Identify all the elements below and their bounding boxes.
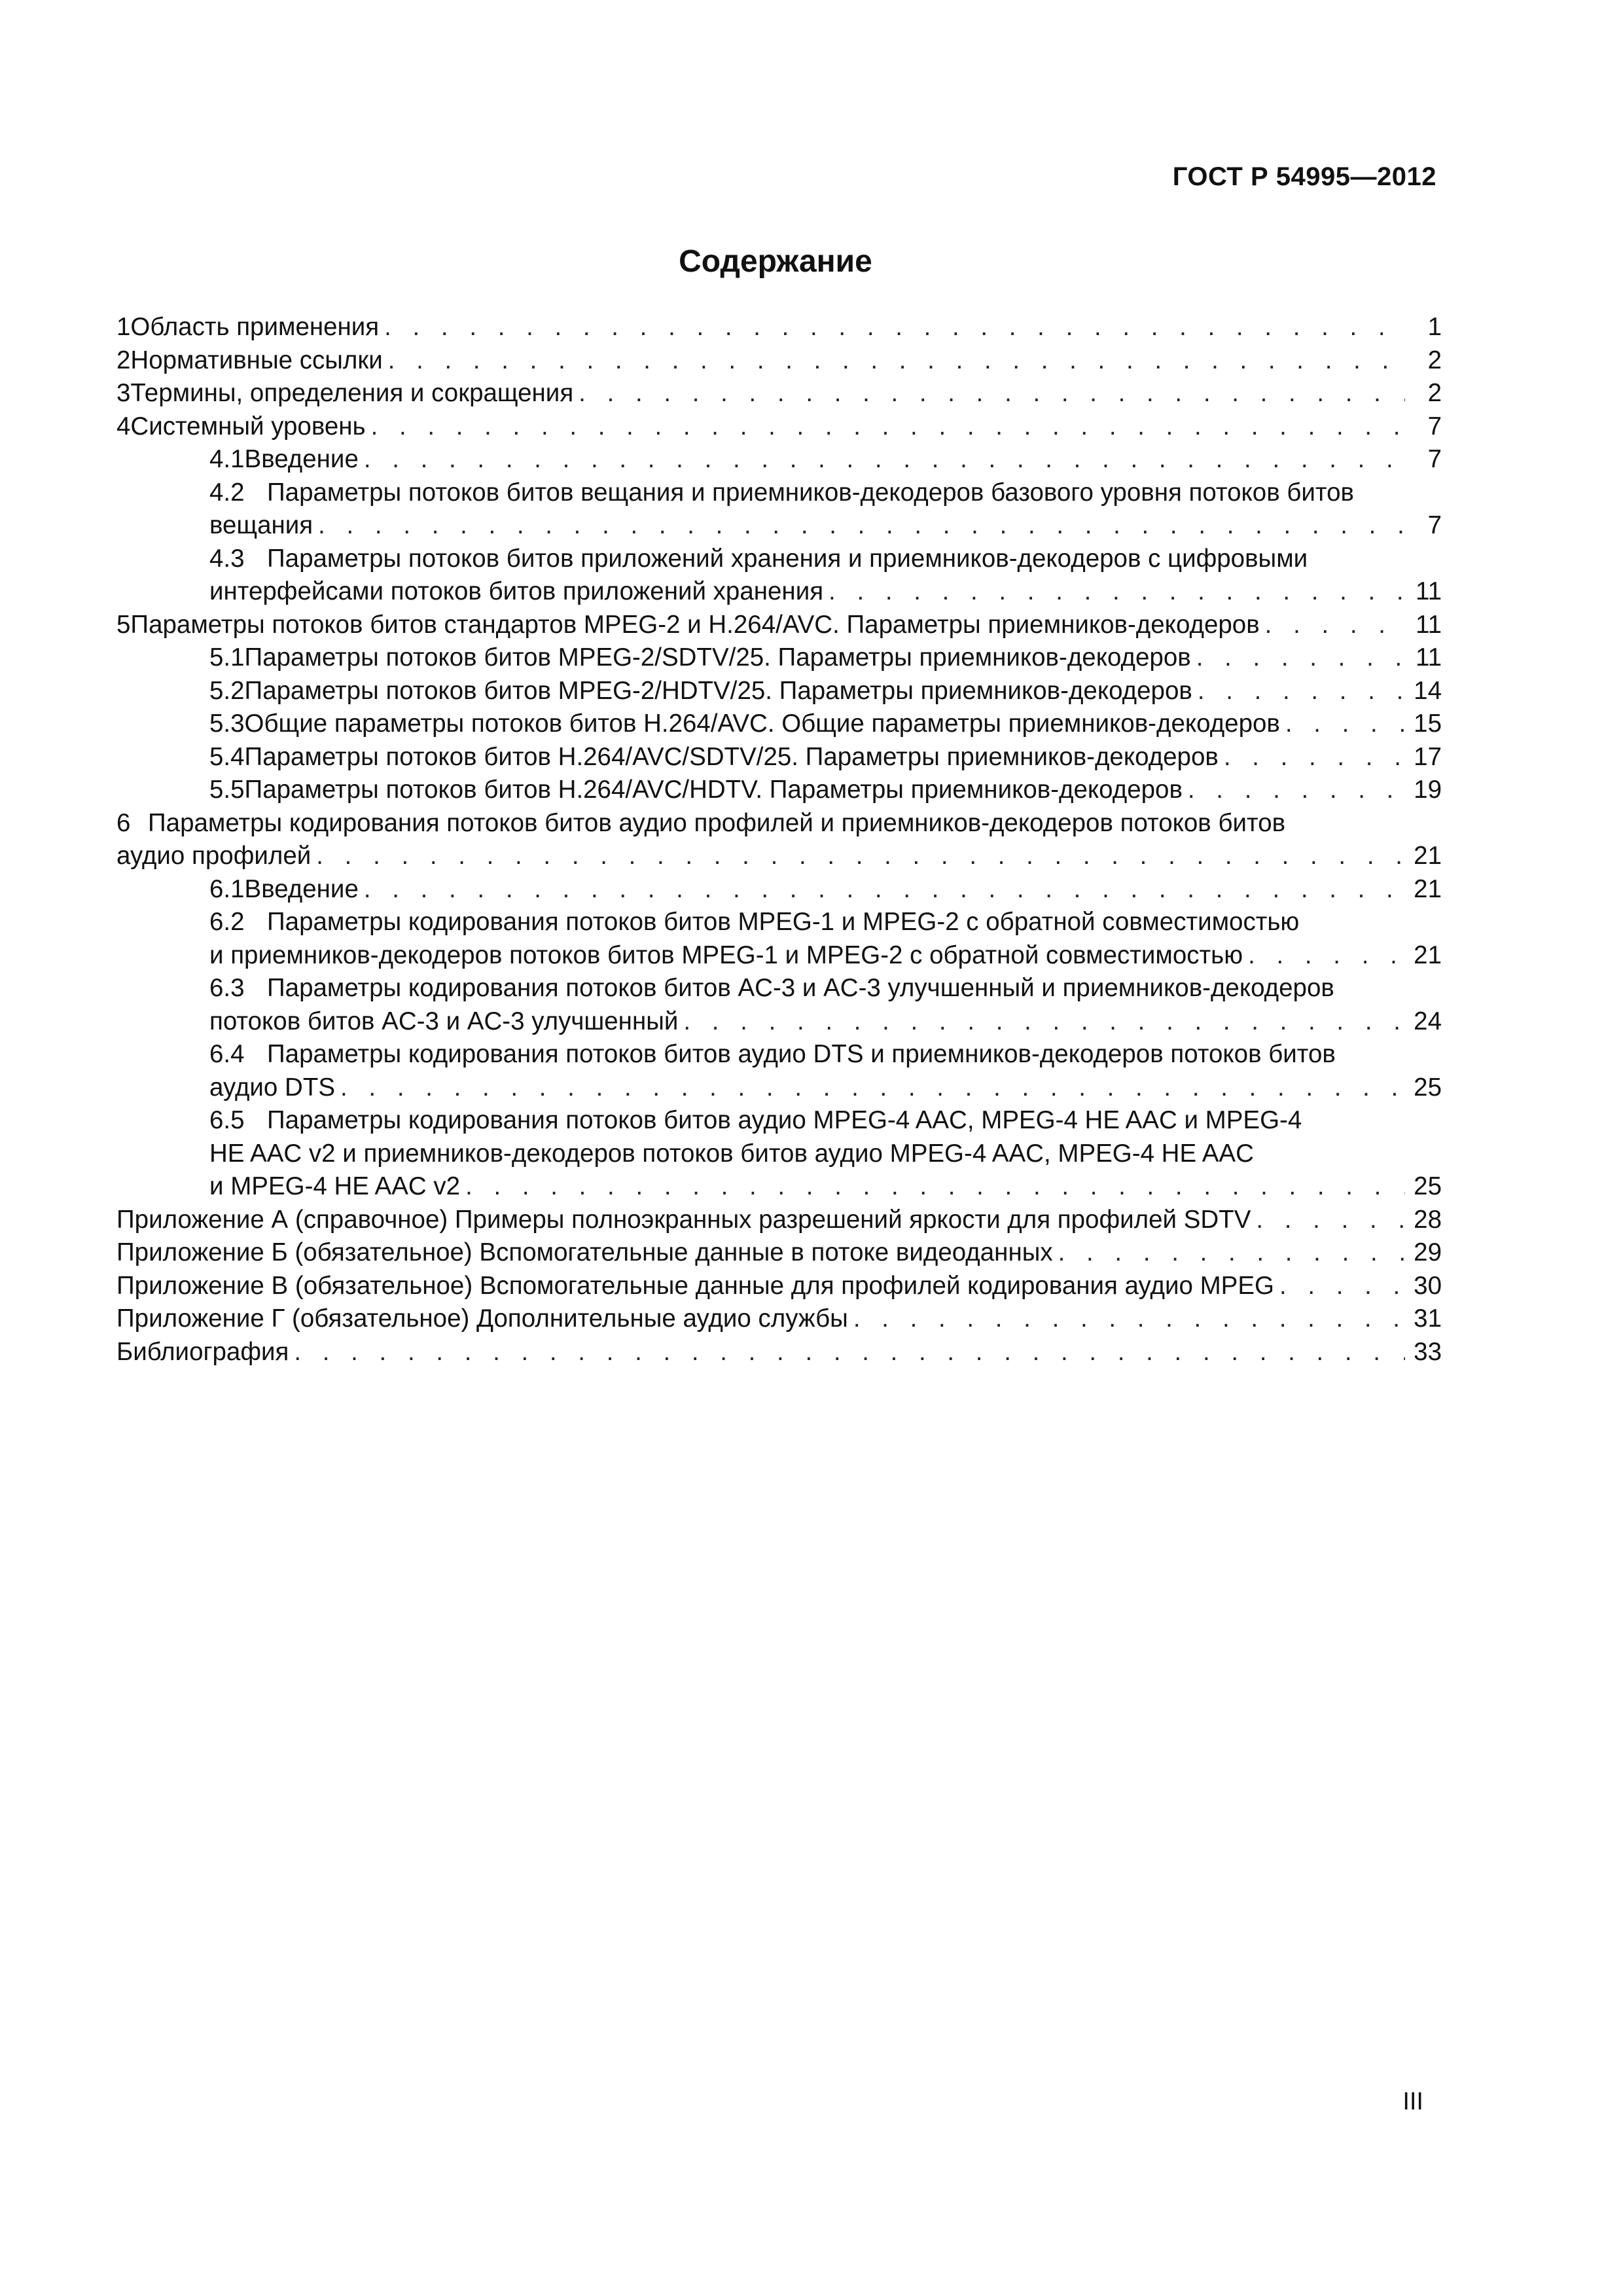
- toc-entry[interactable]: [116, 476, 1442, 543]
- toc-entry-line: [116, 311, 1442, 344]
- toc-entry-line: [116, 344, 1442, 378]
- toc-entry-page: 25: [1414, 1172, 1442, 1200]
- toc-entry-page: 15: [1414, 709, 1442, 738]
- toc-dot-leader: [1191, 641, 1405, 675]
- toc-entry-title: интерфейсами потоков битов приложений хранения: [209, 577, 824, 605]
- toc-entry-page: 11: [1416, 643, 1442, 672]
- toc-entry[interactable]: [116, 708, 1442, 741]
- toc-entry-page: 7: [1427, 412, 1442, 440]
- toc-entry[interactable]: [116, 543, 1442, 609]
- toc-entry-page: 2: [1427, 379, 1442, 407]
- toc-entry-line: [116, 708, 1442, 741]
- toc-dot-leader: [1219, 741, 1405, 774]
- document-code: ГОСТ Р 54995—2012: [1172, 162, 1436, 191]
- toc-entry-title: аудио профилей: [116, 842, 312, 870]
- toc-entry[interactable]: [116, 807, 1442, 873]
- toc-entry-page: 1: [1427, 313, 1442, 341]
- toc-entry[interactable]: [116, 311, 1442, 344]
- toc-entry[interactable]: [116, 1204, 1442, 1237]
- toc-dot-leader: [359, 443, 1405, 476]
- toc-entry-page: 2: [1427, 346, 1442, 374]
- toc-entry-title: Введение: [244, 445, 359, 473]
- toc-entry-page: 21: [1414, 842, 1442, 870]
- toc-entry-line: [116, 509, 1442, 543]
- toc-entry-number: 5: [116, 610, 131, 639]
- toc-entry-line: [116, 1170, 1442, 1204]
- toc-entry-title: Системный уровень: [130, 412, 366, 440]
- toc-entry-line: [116, 377, 1442, 410]
- toc-entry-number: 6: [116, 808, 131, 837]
- toc-dot-leader: [313, 509, 1405, 543]
- toc-entry[interactable]: [116, 906, 1442, 972]
- toc-entry-number: 4: [116, 412, 131, 440]
- toc-entry-page: 11: [1416, 577, 1442, 605]
- toc-entry-title: Параметры потоков битов H.264/AVC/SDTV/25. Параметры приемников-декодеров: [244, 742, 1219, 771]
- toc-entry[interactable]: [116, 1270, 1442, 1303]
- toc-dot-leader: [359, 873, 1405, 906]
- toc-entry-line: [116, 476, 1442, 510]
- toc-entry-title: Введение: [244, 874, 359, 903]
- toc-entry-page: 28: [1414, 1205, 1442, 1234]
- toc-entry-number: 4.2: [209, 478, 245, 507]
- toc-entry-number: 3: [116, 379, 131, 407]
- toc-dot-leader: [1280, 708, 1405, 741]
- toc-entry[interactable]: [116, 609, 1442, 642]
- toc-entry-title: Нормативные ссылки: [130, 346, 383, 374]
- toc-entry-line: [116, 906, 1442, 939]
- toc-entry-title: аудио DTS: [209, 1073, 336, 1102]
- toc-dot-leader: [366, 410, 1405, 444]
- toc-entry-title: потоков битов AC-3 и AC-3 улучшенный: [209, 1007, 679, 1035]
- toc-entry-title: Термины, определения и сокращения: [130, 379, 574, 407]
- toc-entry-title: Параметры кодирования потоков битов AC-3 и AC-3 улучшенный и приемников-декодеров: [267, 974, 1334, 1002]
- toc-entry-page: 30: [1414, 1271, 1442, 1300]
- toc-dot-leader: [289, 1336, 1405, 1369]
- toc-entry-title: Приложение В (обязательное) Вспомогательные данные для профилей кодирования аудио MPEG: [116, 1271, 1274, 1300]
- toc-entry-page: 21: [1414, 941, 1442, 969]
- toc-entry-title: вещания: [209, 511, 313, 539]
- toc-entry-number: 6.2: [209, 908, 245, 936]
- toc-entry-page: 33: [1414, 1337, 1442, 1366]
- toc-entry[interactable]: [116, 1302, 1442, 1336]
- toc-entry-page: 24: [1414, 1007, 1442, 1035]
- toc-entry-line: [116, 575, 1442, 609]
- toc-entry-number: 6.1: [209, 874, 245, 903]
- toc-entry-line: [116, 443, 1442, 476]
- toc-entry-line: [116, 410, 1442, 444]
- toc-entry-number: 5.4: [209, 742, 245, 771]
- toc-entry-line: [116, 873, 1442, 906]
- toc-entry-number: 4.3: [209, 544, 245, 573]
- toc-entry-page: 11: [1416, 610, 1442, 639]
- toc-entry[interactable]: [116, 675, 1442, 708]
- toc-entry[interactable]: [116, 377, 1442, 410]
- toc-entry-title: Параметры кодирования потоков битов аудио DTS и приемников-декодеров потоков битов: [267, 1040, 1336, 1068]
- toc-entry-page: 7: [1427, 511, 1442, 539]
- toc-entry-number: 6.3: [209, 974, 245, 1002]
- toc-dot-leader: [1243, 939, 1405, 973]
- toc-entry-page: 19: [1414, 776, 1442, 804]
- toc-entry-line: [116, 840, 1442, 873]
- toc-entry-page: 7: [1427, 445, 1442, 473]
- toc-entry-page: 21: [1414, 874, 1442, 903]
- toc-entry-title: и MPEG-4 HE AAC v2: [209, 1172, 461, 1200]
- toc-entry-page: 29: [1414, 1238, 1442, 1266]
- toc-entry[interactable]: [116, 873, 1442, 906]
- toc-dot-leader: [383, 344, 1405, 378]
- toc-dot-leader: [573, 377, 1405, 410]
- toc-dot-leader: [1183, 774, 1405, 807]
- toc-entry-number: 6.4: [209, 1040, 245, 1068]
- toc-dot-leader: [1260, 609, 1405, 642]
- toc-entry-line: [116, 741, 1442, 774]
- toc-entry-line: [116, 641, 1442, 675]
- toc-entry-number: 6.5: [209, 1106, 245, 1134]
- toc-entry-line: [116, 543, 1442, 576]
- toc-dot-leader: [460, 1170, 1405, 1204]
- toc-entry-line: [116, 675, 1442, 708]
- toc-entry-title: Параметры кодирования потоков битов аудио профилей и приемников-декодеров потоков битов: [148, 808, 1286, 837]
- toc-entry-title: Параметры потоков битов MPEG-2/HDTV/25. Параметры приемников-декодеров: [244, 676, 1192, 705]
- toc-entry-title: Параметры потоков битов приложений хранения и приемников-декодеров с цифровыми: [267, 544, 1308, 573]
- toc-entry-title: Приложение А (справочное) Примеры полноэкранных разрешений яркости для профилей SDTV: [116, 1205, 1251, 1234]
- toc-entry-title: и приемников-декодеров потоков битов MPEG-1 и MPEG-2 с обратной совместимостью: [209, 941, 1243, 969]
- toc-entry-line: [116, 774, 1442, 807]
- toc-entry-title: Параметры потоков битов вещания и приемников-декодеров базового уровня потоков битов: [267, 478, 1354, 507]
- toc-dot-leader: [379, 311, 1405, 344]
- toc-entry-page: 25: [1414, 1073, 1442, 1102]
- toc-dot-leader: [678, 1005, 1405, 1039]
- toc-entry-number: 5.2: [209, 676, 245, 705]
- toc-entry-title: Приложение Г (обязательное) Дополнительные аудио службы: [116, 1304, 848, 1333]
- toc-entry-line: [116, 1236, 1442, 1270]
- toc-dot-leader: [823, 575, 1405, 609]
- toc-entry[interactable]: [116, 1038, 1442, 1104]
- toc-entry-line: [116, 1038, 1442, 1071]
- toc-entry-line: [116, 1104, 1442, 1138]
- toc-entry-title: Параметры кодирования потоков битов MPEG-1 и MPEG-2 с обратной совместимостью: [267, 908, 1300, 936]
- toc-entry[interactable]: [116, 410, 1442, 444]
- toc-entry-number: 1: [116, 313, 131, 341]
- toc-entry-line: [116, 1204, 1442, 1237]
- toc-entry-page: 17: [1414, 742, 1442, 771]
- toc-dot-leader: [335, 1071, 1405, 1105]
- toc-entry-title: Параметры кодирования потоков битов аудио MPEG-4 AAC, MPEG-4 HE AAC и MPEG-4: [267, 1106, 1302, 1134]
- toc-entry-number: 5.1: [209, 643, 245, 672]
- toc-entry-number: 4.1: [209, 445, 245, 473]
- toc-dot-leader: [311, 840, 1405, 873]
- toc-entry-line: [116, 1005, 1442, 1039]
- toc-entry-line: [116, 939, 1442, 973]
- toc-entry-title: Приложение Б (обязательное) Вспомогательные данные в потоке видеоданных: [116, 1238, 1053, 1266]
- toc-entry[interactable]: [116, 1236, 1442, 1270]
- toc-entry-title: Библиография: [116, 1337, 289, 1366]
- toc-entry[interactable]: [116, 1336, 1442, 1369]
- toc-entry-line: [116, 1302, 1442, 1336]
- toc-entry-number: 5.5: [209, 776, 245, 804]
- toc-entry-line: [116, 609, 1442, 642]
- toc-entry[interactable]: [116, 741, 1442, 774]
- toc-entry-title: Параметры потоков битов MPEG-2/SDTV/25. Параметры приемников-декодеров: [244, 643, 1191, 672]
- toc-dot-leader: [848, 1302, 1405, 1336]
- toc-entry[interactable]: [116, 774, 1442, 807]
- page-title: Содержание: [679, 244, 872, 279]
- toc-entry-page: 14: [1414, 676, 1442, 705]
- toc-entry-number: 5.3: [209, 709, 245, 738]
- page-number: III: [1402, 2088, 1423, 2115]
- toc-entry[interactable]: [116, 972, 1442, 1038]
- toc-entry-title: Общие параметры потоков битов H.264/AVC. Общие параметры приемников-декодеров: [244, 709, 1280, 738]
- toc-entry[interactable]: [116, 443, 1442, 476]
- toc-entry-title: Параметры потоков битов H.264/AVC/HDTV. Параметры приемников-декодеров: [244, 776, 1183, 804]
- toc-dot-leader: [1192, 675, 1405, 708]
- toc-entry-line: [116, 807, 1442, 840]
- toc-entry[interactable]: [116, 641, 1442, 675]
- toc-entry-line: [116, 1270, 1442, 1303]
- toc-entry-number: 2: [116, 346, 131, 374]
- toc-dot-leader: [1053, 1236, 1405, 1270]
- table-of-contents: [116, 311, 1442, 1369]
- toc-entry-title: HE AAC v2 и приемников-декодеров потоков битов аудио MPEG-4 AAC, MPEG-4 HE AAC: [209, 1139, 1254, 1168]
- toc-entry[interactable]: [116, 1104, 1442, 1204]
- toc-entry-line: [116, 972, 1442, 1005]
- toc-entry-title: Параметры потоков битов стандартов MPEG-2 и H.264/AVC. Параметры приемников-декодеров: [130, 610, 1260, 639]
- toc-entry-line: [116, 1336, 1442, 1369]
- toc-entry-line: [116, 1138, 1442, 1171]
- toc-entry-title: Область применения: [130, 313, 380, 341]
- toc-dot-leader: [1274, 1270, 1405, 1303]
- toc-entry-line: [116, 1071, 1442, 1105]
- toc-dot-leader: [1251, 1204, 1405, 1237]
- toc-entry[interactable]: [116, 344, 1442, 378]
- toc-entry-page: 31: [1414, 1304, 1442, 1333]
